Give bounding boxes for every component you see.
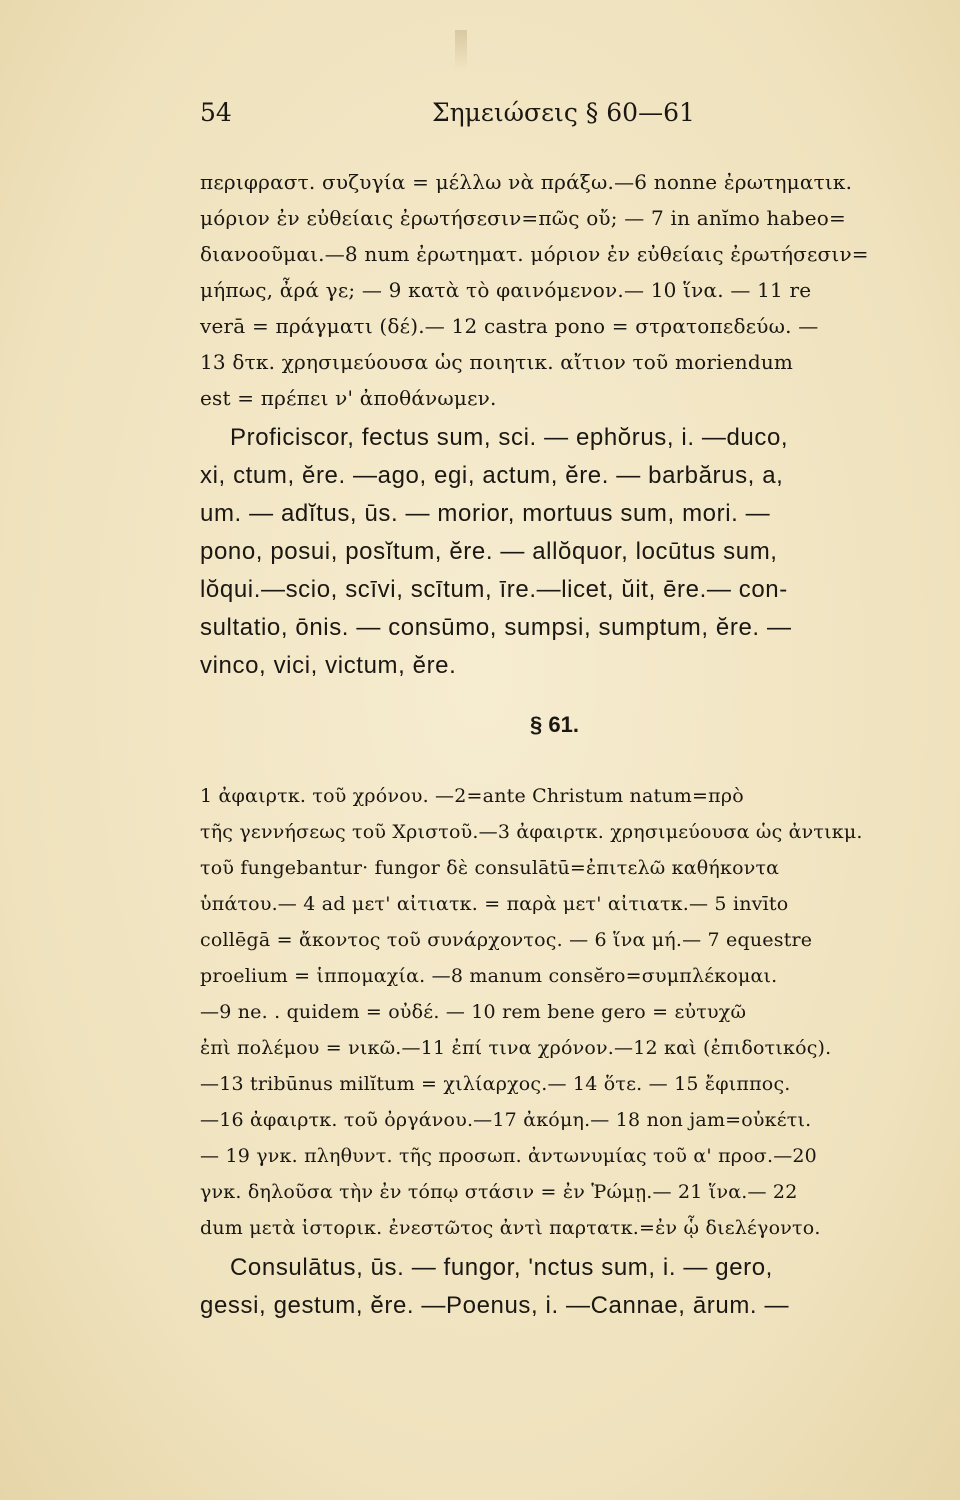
vocab-line: gessi, gestum, ĕre. —Poenus, i. —Cannae, ārum. — (200, 1292, 790, 1319)
vocab-line: um. — adĭtus, ūs. — morior, mortuus sum, mori. — (200, 500, 771, 527)
text-line: 1 ἀφαιρτκ. τοῦ χρόνου. —2=ante Christum natum=πρὸ (200, 785, 744, 807)
vocab-line: sultatio, ōnis. — consūmo, sumpsi, sumptum, ĕre. — (200, 614, 792, 641)
text-line: διανοοῦμαι.—8 num ἐρωτηματ. μόριον ἐν εὐθείαις ἐρωτήσεσιν= (200, 242, 869, 266)
text-line: proelium = ἱππομαχία. —8 manum consĕro=συμπλέκομαι. (200, 965, 778, 987)
text-line: ἐπὶ πολέμου = νικῶ.—11 ἐπί τινα χρόνον.—12 καὶ (ἐπιδοτικός). (200, 1037, 832, 1059)
text-line: dum μετὰ ἱστορικ. ἐνεστῶτος ἀντὶ παρτατκ.=ἐν ᾧ διελέγοντο. (200, 1217, 821, 1239)
text-line: —16 ἀφαιρτκ. τοῦ ὀργάνου.—17 ἀκόμη.— 18 non jam=οὐκέτι. (200, 1109, 812, 1131)
section-61-heading: § 61. (530, 712, 579, 737)
text-line: verā = πράγματι (δέ).— 12 castra pono = στρατοπεδεύω. — (200, 314, 819, 338)
vocab-line: lŏqui.—scio, scīvi, scītum, īre.—licet, ŭit, ēre.— con- (200, 576, 788, 603)
text-line: collēgā = ἄκοντος τοῦ συνάρχοντος. — 6 ἵνα μή.— 7 equestre (200, 929, 813, 951)
page-number: 54 (200, 98, 232, 127)
text-line: —13 tribūnus milĭtum = χιλίαρχος.— 14 ὅτε. — 15 ἔφιππος. (200, 1073, 791, 1095)
text-line: —9 ne. . quidem = οὐδέ. — 10 rem bene gero = εὐτυχῶ (200, 1001, 747, 1023)
text-line: γνκ. δηλοῦσα τὴν ἐν τόπῳ στάσιν = ἐν Ῥώμῃ.— 21 ἵνα.— 22 (200, 1181, 798, 1203)
vocab-line: Proficiscor, fectus sum, sci. — ephŏrus, i. —duco, (230, 424, 789, 451)
text-line: — 19 γνκ. πληθυντ. τῆς προσωπ. ἀντωνυμίας τοῦ α' προσ.—20 (200, 1145, 817, 1167)
running-title: Σημειώσεις § 60—61 (432, 98, 695, 127)
vocab-line: xi, ctum, ĕre. —ago, egi, actum, ĕre. — barbărus, a, (200, 462, 784, 489)
text-line: μόριον ἐν εὐθείαις ἐρωτήσεσιν=πῶς οὔ; — 7 in anĭmo habeo= (200, 206, 846, 230)
text-line: est = πρέπει ν' ἀποθάνωμεν. (200, 386, 497, 410)
text-line: περιφραστ. συζυγία = μέλλω νὰ πράξω.—6 nonne ἐρωτηματικ. (200, 170, 853, 194)
text-line: μήπως, ἆρά γε; — 9 κατὰ τὸ φαινόμενον.— 10 ἵνα. — 11 re (200, 278, 812, 302)
vocab-line: Consulātus, ūs. — fungor, 'nctus sum, i. — gero, (230, 1254, 773, 1281)
text-line: τοῦ fungebantur· fungor δὲ consulātū=ἐπιτελῶ καθήκοντα (200, 857, 780, 879)
vocab-line: vinco, vici, victum, ĕre. (200, 652, 457, 679)
vocab-line: pono, posui, posĭtum, ĕre. — allŏquor, locūtus sum, (200, 538, 778, 565)
ink-bleed-mark (455, 30, 467, 70)
page-header (200, 98, 740, 138)
text-line: ὑπάτου.— 4 ad μετ' αἰτιατκ. = παρὰ μετ' αἰτιατκ.— 5 invīto (200, 893, 789, 915)
text-line: τῆς γεννήσεως τοῦ Χριστοῦ.—3 ἀφαιρτκ. χρησιμεύουσα ὡς ἀντικμ. (200, 821, 863, 843)
text-line: 13 δτκ. χρησιμεύουσα ὡς ποιητικ. αἴτιον τοῦ moriendum (200, 350, 794, 374)
